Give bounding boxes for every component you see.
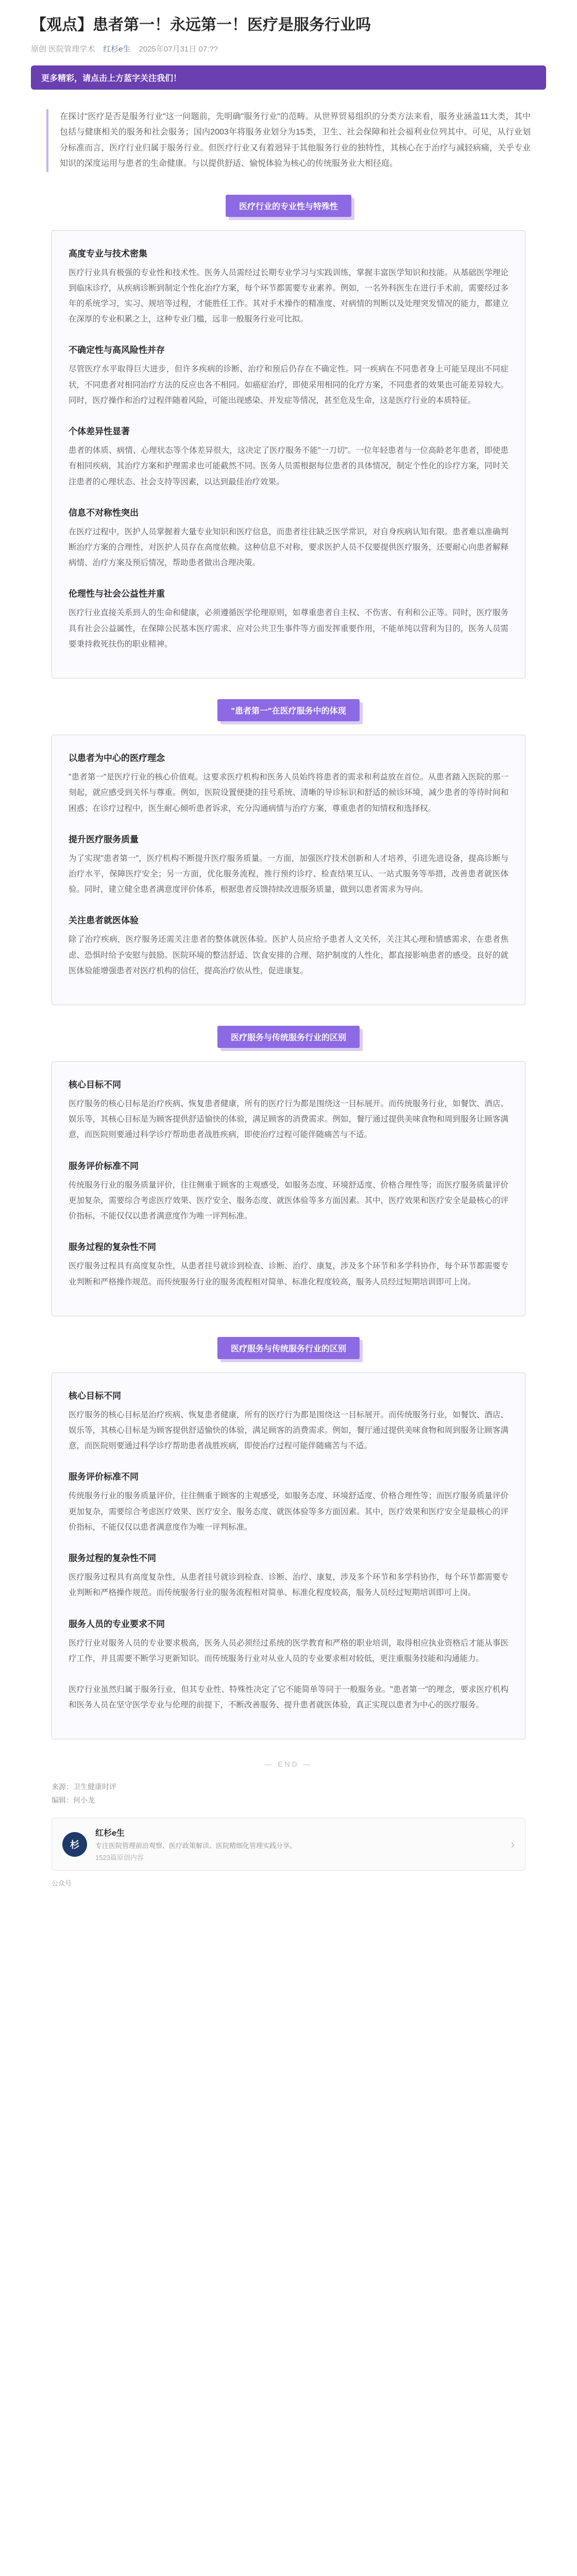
subsection-paragraph: 医疗行业直接关系到人的生命和健康，必须遵循医学伦理原则，如尊重患者自主权、不伤害、有利和公正等。同时，医疗服务具有社会公益属性，在保障公民基本医疗需求、应对公共卫生事件等方面发挥重要作用，不能单纯以营利为目的，医务人员需要秉持救死扶伤的职业精神。 [69,608,508,649]
subsection-heading: 以患者为中心的医疗理念 [69,753,165,764]
subsection-paragraph: 除了治疗疾病，医疗服务还需关注患者的整体就医体验。医护人员应给予患者人文关怀，关注其心理和情感需求，在患者焦虑、恐惧时给予安慰与鼓励。医院环境的整洁舒适、饮食安排的合理、陪护制度的人性化，都直接影响患者的感受。良好的就医体验能增强患者对医疗机构的信任，提高治疗依从性，促进康复。 [69,935,508,975]
section-card [52,230,525,679]
sections-container [31,195,546,1740]
profile-info [95,1826,296,1862]
subsection-heading: 核心目标不同 [69,1391,121,1401]
subsection-heading: 不确定性与高风险性并存 [69,345,165,355]
subsection-heading: 高度专业与技术密集 [69,248,147,259]
section-card [52,1372,525,1740]
article-meta [31,43,546,54]
subsection-paragraph: 医疗行业具有极强的专业性和技术性。医务人员需经过长期专业学习与实践训练，掌握丰富医学知识和技能。从基础医学理论到临床诊疗，从疾病诊断到制定个性化治疗方案，每个环节都需要专业素养。例如，一名外科医生在进行手术前，需要经过多年的系统学习，实习、规培等过程，才能胜任工作。其对手术操作的精准度、对病情的判断以及处理突发情况的能力，都建立在深厚的专业积累之上，这种专业门槛，远非一般服务行业可比拟。 [69,268,508,324]
subsection-paragraph: 为了实现"患者第一"，医疗机构不断提升医疗服务质量。一方面，加强医疗技术创新和人才培养，引进先进设备，提高诊断与治疗水平，保障医疗安全；另一方面，优化服务流程，推行预约诊疗、检查结果互认、一站式服务等举措，改善患者就医体验。同时，建立健全患者满意度评价体系，根据患者反馈持续改进服务质量，做到以患者需求为导向。 [69,854,508,894]
meta-author-link[interactable]: 红杉e生 [103,45,131,54]
section-heading-tag: 医疗行业的专业性与特殊性 [226,195,351,217]
editor-line: 编辑：何小龙 [52,1796,95,1805]
footer-note: 公众号 [52,1879,72,1888]
subsection-heading: 关注患者就医体验 [69,916,139,926]
profile-article-count: 1523篇原创内容 [95,1854,144,1862]
subsection-paragraph: 医疗服务的核心目标是治疗疾病、恢复患者健康，所有的医疗行为都是围绕这一目标展开。而传统服务行业，如餐饮、酒店、娱乐等，其核心目标是为顾客提供舒适愉快的体验，满足顾客的消费需求。例如，餐厅通过提供美味食物和周到服务让顾客满意，而医院则要通过科学诊疗帮助患者战胜疾病，即使治疗过程可能伴随痛苦与不适。 [69,1410,508,1451]
subsection-paragraph: 患者的体质、病情、心理状态等个体差异很大，这决定了医疗服务不能"一刀切"。一位年轻患者与一位高龄老年患者，即使患有相同疾病，其治疗方案和护理需求也可能截然不同。医务人员需根据每位患者的具体情况，制定个性化的诊疗方案，同时关注患者的心理状态、社会支持等因素，以达到最佳治疗效果。 [69,446,508,486]
article-title: 【观点】患者第一！永远第一！医疗是服务行业吗 [31,16,371,33]
subsection-heading: 核心目标不同 [69,1080,121,1090]
section-card [52,1061,525,1316]
profile-name: 红杉e生 [95,1829,125,1838]
meta-date: 2025年07月31日 07:?? [139,45,218,54]
subsection-heading: 服务过程的复杂性不同 [69,1553,156,1564]
meta-source: 原创 医院管理学术 [31,45,95,54]
subsection-heading: 服务过程的复杂性不同 [69,1242,156,1252]
profile-description: 专注医院管理前沿观察、医疗政策解读、医院精细化管理实践分享。 [95,1842,297,1850]
subsection-heading: 服务人员的专业要求不同 [69,1619,165,1629]
subsection-heading: 个体差异性显著 [69,427,130,437]
subsection-heading: 提升医疗服务质量 [69,834,139,844]
section-card [52,735,525,1005]
subsection-paragraph: 尽管医疗水平取得巨大进步，但许多疾病的诊断、治疗和预后仍存在不确定性。同一疾病在不同患者身上可能呈现出不同症状，不同患者对相同治疗方法的反应也各不相同。如癌症治疗，即使采用相同的化疗方案，不同患者的效果也可能差异较大。同时，医疗操作和治疗过程伴随着风险，可能出现感染、并发症等情况，甚至危及生命，这是医疗行业的本质特征。 [69,365,508,405]
section-heading-tag: 医疗服务与传统服务行业的区别 [217,1337,360,1359]
subsection-paragraph: 医疗服务过程具有高度复杂性，从患者挂号就诊到检查、诊断、治疗、康复，涉及多个环节和多学科协作，每个环节都需要专业判断和严格操作规范。而传统服务行业的服务流程相对简单、标准化程度较高，服务人员经过短期培训即可上岗。 [69,1573,508,1598]
account-profile-card[interactable] [52,1818,525,1871]
subsection-paragraph: 医疗行业虽然归属于服务行业，但其专业性、特殊性决定了它不能简单等同于一般服务业。"患者第一"的理念，要求医疗机构和医务人员在坚守医学专业与伦理的前提下，不断改善服务、提升患者就医体验，真正实现以患者为中心的医疗服务。 [69,1685,508,1710]
avatar: 杉 [62,1832,87,1857]
section-heading-tag: "患者第一"在医疗服务中的体现 [217,699,359,721]
subsection-paragraph: 医疗服务的核心目标是治疗疾病、恢复患者健康，所有的医疗行为都是围绕这一目标展开。而传统服务行业，如餐饮、酒店、娱乐等，其核心目标是为顾客提供舒适愉快的体验，满足顾客的消费需求。例如，餐厅通过提供美味食物和周到服务让顾客满意，而医院则要通过科学诊疗帮助患者战胜疾病，即使治疗过程可能伴随痛苦与不适。 [69,1099,508,1140]
subsection-paragraph: 传统服务行业的服务质量评价，往往侧重于顾客的主观感受，如服务态度、环境舒适度、价格合理性等；而医疗服务质量评价更加复杂，需要综合考虑医疗效果、医疗安全、服务态度、就医体验等多方面因素。其中，医疗效果和医疗安全是最核心的评价指标，不能仅仅以患者满意度作为唯一评判标准。 [69,1492,508,1532]
chevron-right-icon: › [511,1837,515,1851]
subsection-paragraph: 医疗服务过程具有高度复杂性，从患者挂号就诊到检查、诊断、治疗、康复，涉及多个环节和多学科协作，每个环节都需要专业判断和严格操作规范。而传统服务行业的服务流程相对简单、标准化程度较高，服务人员经过短期培训即可上岗。 [69,1262,508,1286]
source-line: 来源：卫生健康时评 [52,1783,116,1791]
end-mark: — END — [264,1760,313,1769]
article [31,0,546,1888]
subsection-heading: 伦理性与社会公益性并重 [69,589,165,599]
subsection-paragraph: 医疗行业对服务人员的专业要求极高，医务人员必须经过系统的医学教育和严格的职业培训，取得相应执业资格后才能从事医疗工作，并且需要不断学习更新知识。而传统服务行业对从业人员的专业要求相对较低，更注重服务技能和沟通能力。 [69,1638,508,1663]
subsection-heading: 服务评价标准不同 [69,1161,139,1171]
follow-banner[interactable]: 更多精彩，请点击上方蓝字关注我们！ [31,65,546,90]
subsection-heading: 信息不对称性突出 [69,507,139,518]
subsection-paragraph: 在医疗过程中，医护人员掌握着大量专业知识和医疗信息，而患者往往缺乏医学常识，对自身疾病认知有限。患者难以准确判断治疗方案的合理性，对医护人员存在高度依赖。这种信息不对称，要求医护人员不仅要提供医疗服务，还要耐心向患者解释病情、治疗方案及预后情况，帮助患者做出合理决策。 [69,527,508,568]
intro-paragraph: 在探讨"医疗是否是服务行业"这一问题前，先明确"服务行业"的范畴。从世界贸易组织的分类方法来看，服务业涵盖11大类，其中包括与健康相关的服务和社会服务；国内2003年将服务业划分为15类，卫生、社会保障和社会福利业位列其中。可见，从行业划分标准而言，医疗行业归属于服务行业。但医疗行业又有着迥异于其他服务行业的独特性，其核心在于治疗与减轻病痛，关乎专业知识的深度运用与患者的生命健康。与以提供舒适、愉悦体验为核心的传统服务业大相径庭。 [46,109,531,172]
subsection-paragraph: "患者第一"是医疗行业的核心价值观。这要求医疗机构和医务人员始终将患者的需求和利益放在首位。从患者踏入医院的那一刻起，就应感受到关怀与尊重。例如，医院设置便捷的挂号系统、清晰的导诊标识和舒适的候诊环境，减少患者的等待时间和困惑；在诊疗过程中，医生耐心倾听患者诉求，充分沟通病情与治疗方案，尊重患者的知情权和选择权。 [69,773,508,813]
subsection-paragraph: 传统服务行业的服务质量评价，往往侧重于顾客的主观感受，如服务态度、环境舒适度、价格合理性等；而医疗服务质量评价更加复杂，需要综合考虑医疗效果、医疗安全、服务态度、就医体验等多方面因素。其中，医疗效果和医疗安全是最核心的评价指标，不能仅仅以患者满意度作为唯一评判标准。 [69,1180,508,1221]
subsection-heading: 服务评价标准不同 [69,1472,139,1482]
section-heading-tag: 医疗服务与传统服务行业的区别 [217,1026,360,1048]
